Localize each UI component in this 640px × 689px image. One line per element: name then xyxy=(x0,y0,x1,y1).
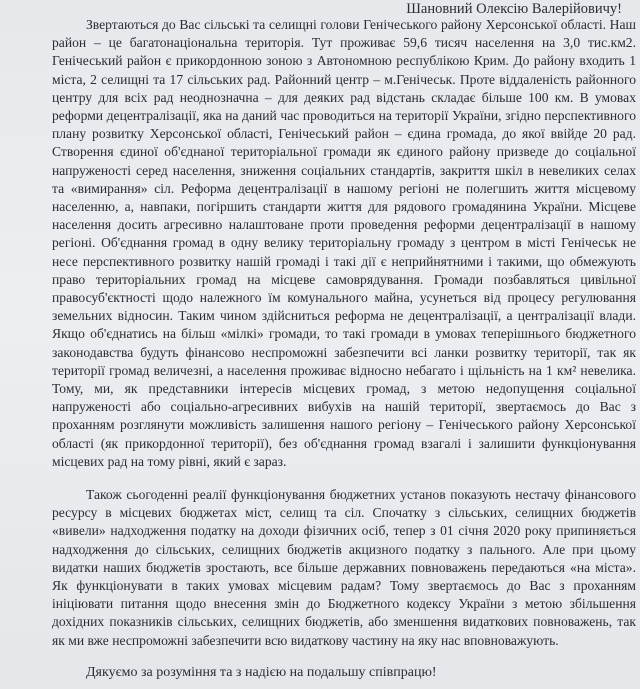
letter-closing: Дякуємо за розуміння та з надією на подальшу співпрацю! xyxy=(86,665,437,680)
letter-greeting: Шановний Олексію Валерійовичу! xyxy=(406,1,622,17)
letter-paragraph-2: Також сьогоденні реалії функціонування бюджетних установ показують нестачу фінансового ресурсу в місцевих бюджетах міст, селищ та сіл. Спочатку з сільських, селищних бюджетів «вивели» надходження податку на доходи фізичних осіб, тепер з 01 січня 2020 року припиняється надходження до сільських, селищних бюджетів акцизного податку з пального. Але при цьому видатки наших бюджетів зростають, все більше державних повноважень передаються «на міста». Як функціонувати в таких умовах місцевим радам? Тому звертаємось до Вас з проханням ініціювати питання щодо внесення змін до Бюджетного кодексу України з метою збільшення дохідних показників сільських, селищних бюджетів, або зменшення видаткових повноважень, так як ми вже неспроможні забезпечити всю видаткову частину на яку нас вповноважують. xyxy=(52,487,636,648)
letter-paragraph-1: Звертаються до Вас сільські та селищні голови Генічеського району Херсонської області. Наш район – це багатонаціональна територія. Тут проживає 59,6 тисяч населення на 3,0 тис.км2. Генічеський район є прикордонною зоною з Автономною республікою Крим. До району входить 1 міста, 2 селищні та 17 сільських рад. Районний центр – м.Генічеськ. Проте віддаленість районного центру для всіх рад неоднозначна – для деяких рад відстань складає більше 100 км. В умовах реформи децентралізації, яка на даний час проводиться на території України, згідно перспективного плану розвитку Херсонської області, Генічеський район – єдина громада, до якої ввійде 20 рад. Створення єдиної об'єднаної територіальної громади як єдиного району призведе до соціальної напруженості серед населення, зниження соціальних стандартів, закриття шкіл в невеликих селах та «вимирання» сіл. Реформа децентралізації в нашому регіоні не полегшить життя місцевому населенню, а, навпаки, погіршить стандарти життя для рядового громадянина України. Місцеве населення досить агресивно налаштоване проти проведення реформи децентралізації в нашому регіоні. Об'єднання громад в одну велику територіальну громаду з центром в місті Генічеськ не несе перспективного розвитку нашій громаді і такі дії є неприйнятними і такими, що обмежують право територіальних громад на місцеве самоврядування. Громади позбавляться цивільної правосуб'єктності щодо належного їм комунального майна, усунеться від процесу регулювання земельних відносин. Таким чином здійсниться реформа не децентралізації, а централізації влади. Якщо об'єднатись на більш «мілкі» громади, то такі громади в умовах теперішнього бюджетного законодавства будуть фінансово неспроможні забезпечити всі ланки розвитку території, так як території громад величезні, а населення проживає відносно небагато і щільність на 1 км² невелика. Тому, ми, як представники інтересів місцевих громад, з метою недопущення соціальної напруженості або соціально-агресивних вибухів на нашій території, звертаємось до Вас з проханням розглянути можливість залишення нашого регіону – Генічеського району Херсонської області (як прикордонної території), без об'єднання громад взагалі і залишити функціонування місцевих рад на тому рівні, який є зараз. xyxy=(52,17,636,469)
